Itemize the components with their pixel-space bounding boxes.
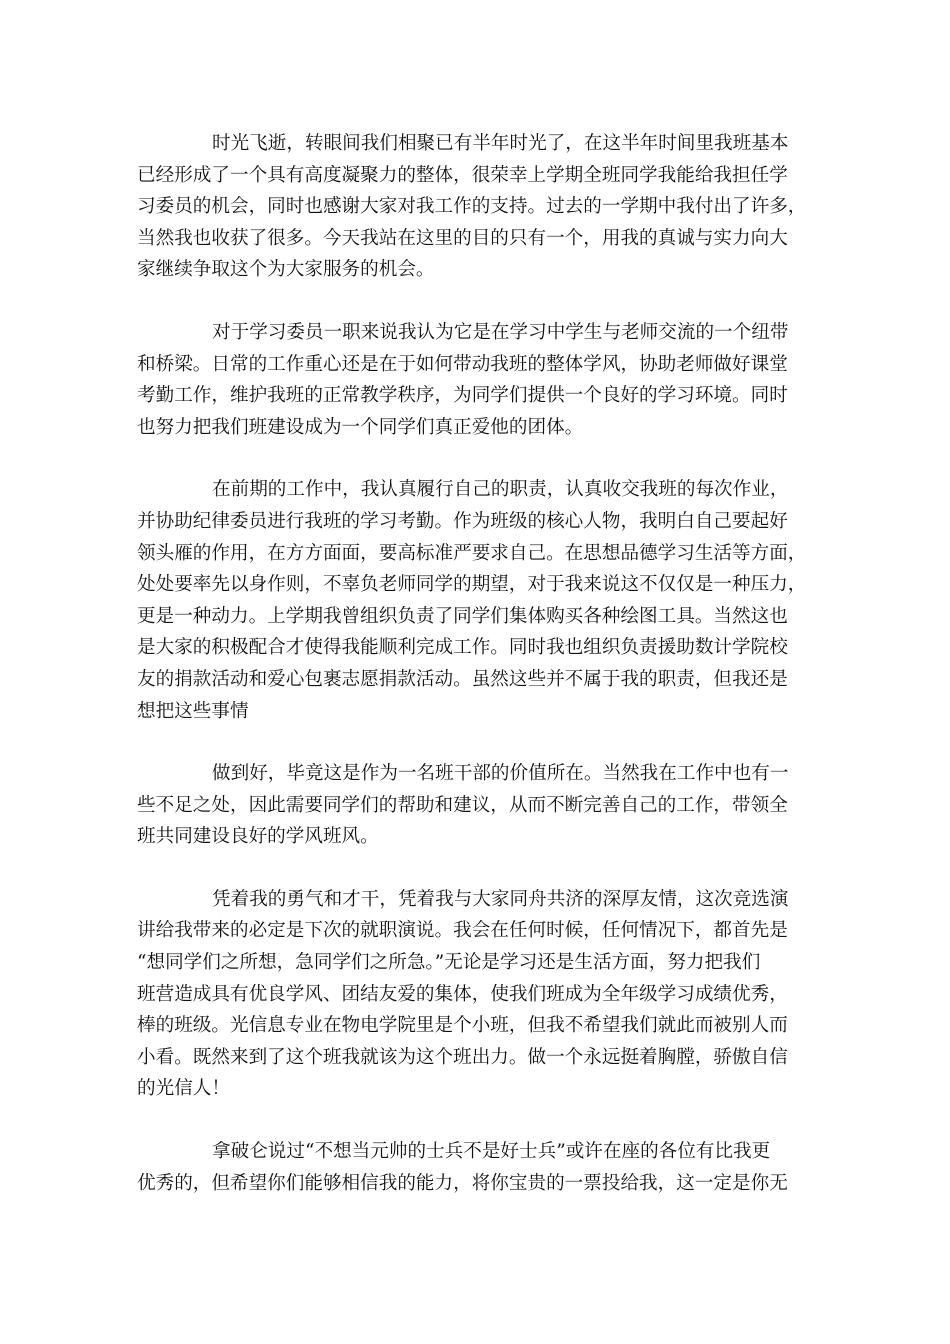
text-line: 棒的班级。光信息专业在物电学院里是个小班，但我不希望我们就此而被别人而	[137, 1015, 788, 1037]
text-line: 对于学习委员一职来说我认为它是在学习中学生与老师交流的一个纽带	[212, 321, 789, 343]
text-line: 也努力把我们班建设成为一个同学们真正爱他的团体。	[137, 416, 584, 438]
text-line: 做到好，毕竟这是作为一名班干部的价值所在。当然我在工作中也有一	[212, 763, 789, 785]
text-line: “想同学们之所想，急同学们之所急。”无论是学习还是生活方面，努力把我们	[137, 952, 761, 974]
text-line: 想把这些事情	[137, 700, 249, 722]
text-line: 已经形成了一个具有高度凝聚力的整体，很荣幸上学期全班同学我能给我担任学	[137, 164, 788, 186]
text-line: 当然我也收获了很多。今天我站在这里的目的只有一个，用我的真诚与实力向大	[137, 227, 788, 249]
text-line: 考勤工作，维护我班的正常教学秩序，为同学们提供一个良好的学习环境。同时	[137, 385, 788, 407]
paragraph	[137, 1136, 813, 1199]
text-line: 友的捐款活动和爱心包裹志愿捐款活动。虽然这些并不属于我的职责，但我还是	[137, 668, 788, 690]
text-line: 些不足之处，因此需要同学们的帮助和建议，从而不断完善自己的工作，带领全	[137, 794, 788, 816]
text-line: 习委员的机会，同时也感谢大家对我工作的支持。过去的一学期中我付出了许多，	[137, 196, 807, 218]
text-line: 优秀的，但希望你们能够相信我的能力，将你宝贵的一票投给我，这一定是你无	[137, 1172, 788, 1194]
text-line: 班共同建设良好的学风班风。	[137, 826, 379, 848]
text-line: 的光信人！	[137, 1078, 230, 1100]
text-line: 并协助纪律委员进行我班的学习考勤。作为班级的核心人物，我明白自己要起好	[137, 510, 788, 532]
document-page	[137, 128, 813, 1230]
paragraph	[137, 884, 813, 1105]
text-line: 家继续争取这个为大家服务的机会。	[137, 259, 435, 281]
text-line: 是大家的积极配合才使得我能顺利完成工作。同时我也组织负责援助数计学院校	[137, 637, 788, 659]
paragraph	[137, 474, 813, 727]
text-line: 凭着我的勇气和才干，凭着我与大家同舟共济的深厚友情，这次竞选演	[212, 888, 789, 910]
text-line: 领头雁的作用，在方方面面，要高标准严要求自己。在思想品德学习生活等方面，	[137, 542, 807, 564]
text-line: 小看。既然来到了这个班我就该为这个班出力。做一个永远挺着胸膛，骄傲自信	[137, 1046, 788, 1068]
paragraph	[137, 128, 813, 286]
text-line: 和桥梁。日常的工作重心还是在于如何带动我班的整体学风，协助老师做好课堂	[137, 353, 788, 375]
text-line: 讲给我带来的必定是下次的就职演说。我会在任何时候，任何情况下，都首先是	[137, 920, 788, 942]
text-line: 班营造成具有优良学风、团结友爱的集体，使我们班成为全年级学习成绩优秀，	[137, 983, 788, 1005]
paragraph	[137, 758, 813, 853]
paragraph	[137, 317, 813, 443]
text-line: 时光飞逝，转眼间我们相聚已有半年时光了，在这半年时间里我班基本	[212, 133, 789, 154]
text-line: 拿破仑说过“不想当元帅的士兵不是好士兵”或许在座的各位有比我更	[212, 1141, 771, 1163]
text-line: 在前期的工作中，我认真履行自己的职责，认真收交我班的每次作业，	[212, 479, 789, 501]
text-line: 更是一种动力。上学期我曾组织负责了同学们集体购买各种绘图工具。当然这也	[137, 605, 788, 627]
text-line: 处处要率先以身作则，不辜负老师同学的期望，对于我来说这不仅仅是一种压力，	[137, 574, 807, 596]
